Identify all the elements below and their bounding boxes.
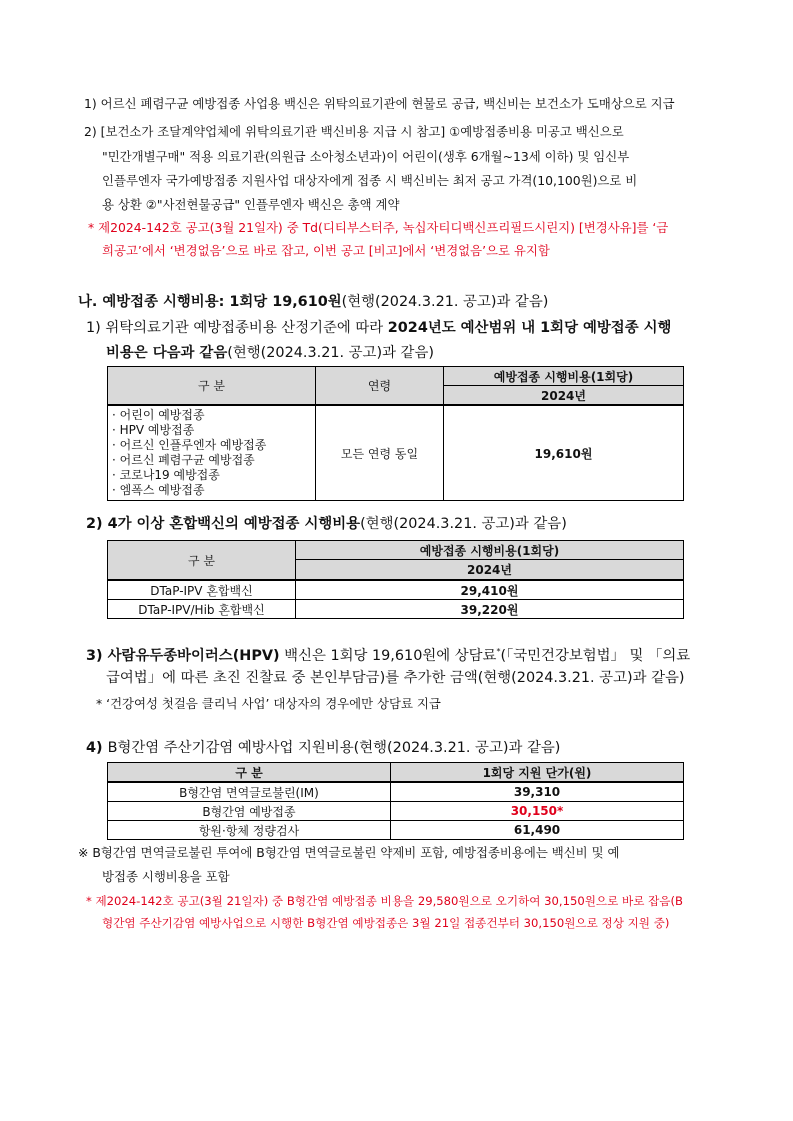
table-row [108, 821, 684, 840]
table4-row-value: 39,310 [391, 782, 684, 802]
hepatitis-b-cost-table [107, 762, 684, 840]
item-1-text-a: 1) 위탁의료기관 예방접종비용 산정기준에 따라 [86, 320, 388, 336]
list-item: · 어르신 폐렴구균 예방접종 [112, 453, 255, 467]
table4-row-name: B형간염 면역글로불린(IM) [108, 782, 391, 802]
combination-vaccine-table [107, 540, 684, 619]
table4-row-name: B형간염 예방접종 [108, 802, 391, 821]
table2-header-year: 2024년 [296, 560, 684, 580]
note-2-line-3: 인플루엔자 국가예방접종 지원사업 대상자에게 접종 시 백신비는 최저 공고 가격(10,100원)으로 비 [102, 173, 638, 188]
correction-note-hepb-line-2: 형간염 주산기감염 예방사업으로 시행한 B형간염 예방접종은 3월 21일 접종건부터 30,150원으로 정상 지원 중) [102, 916, 670, 930]
note-2-line-1: 2) [보건소가 조달계약업체에 위탁의료기관 백신비용 지급 시 참고] ①예방접종비용 미공고 백신으로 [84, 124, 624, 139]
list-item: · 코로나19 예방접종 [112, 468, 220, 482]
table1-header-age: 연령 [316, 367, 444, 406]
table2-header-category: 구 분 [108, 541, 296, 581]
table-row [108, 802, 684, 821]
list-item: · 엠폭스 예방접종 [112, 483, 205, 497]
table2-row-name: DTaP-IPV/Hib 혼합백신 [108, 600, 296, 619]
table2-row-value: 29,410원 [296, 580, 684, 600]
item-1-text-c: 비용은 다음과 같음 [106, 345, 228, 361]
table1-header-category: 구 분 [108, 367, 316, 406]
item-3-footnote: * ‘건강여성 첫걸음 클리닉 사업’ 대상자의 경우에만 상담료 지급 [96, 696, 441, 711]
item-1-line-1 [86, 320, 671, 336]
list-item: · 어르신 인플루엔자 예방접종 [112, 438, 267, 452]
table4-header-cost: 1회당 지원 단가(원) [391, 763, 684, 783]
table-row [108, 782, 684, 802]
table4-row-value: 61,490 [391, 821, 684, 840]
note-2-line-2: "민간개별구매" 적용 의료기관(의원급 소아청소년과)이 어린이(생후 6개월~13세 이하) 및 임신부 [102, 149, 630, 164]
item-3-text-b: 백신은 1회당 19,610원에 상담료 [279, 647, 497, 664]
note-1: 1) 어르신 폐렴구균 예방접종 사업용 백신은 위탁의료기관에 현물로 공급, 백신비는 보건소가 도매상으로 지급 [84, 96, 675, 111]
table2-row-name: DTaP-IPV 혼합백신 [108, 580, 296, 600]
table-row [108, 580, 684, 600]
item-1-line-2 [106, 345, 434, 361]
section-title-bold: 나. 예방접종 시행비용: 1회당 19,610원 [78, 294, 342, 310]
list-item: · HPV 예방접종 [112, 423, 195, 437]
footnote-hepb-line-2: 방접종 시행비용을 포함 [102, 869, 230, 884]
table2-header-cost: 예방접종 시행비용(1회당) [296, 541, 684, 560]
section-title [78, 294, 548, 310]
list-item: · 어린이 예방접종 [112, 408, 205, 422]
item-1-text-d: (현행(2024.3.21. 공고)과 같음) [227, 345, 434, 361]
table4-row-value: 30,150* [391, 802, 684, 821]
footnote-hepb-line-1: ※ B형간염 면역글로불린 투여에 B형간염 면역글로불린 약제비 포함, 예방접종비용에는 백신비 및 예 [78, 845, 620, 860]
item-3-title-bold: 3) 사람유두종바이러스(HPV) [86, 647, 280, 664]
item-3-line-1: 3) 사람유두종바이러스(HPV) 백신은 1회당 19,610원에 상담료*(「국민건강보험법」 및 「의료 [86, 647, 691, 664]
item-1-text-b: 2024년도 예산범위 내 1회당 예방접종 시행 [387, 320, 672, 336]
item-4-title-rest: B형간염 주산기감염 예방사업 지원비용(현행(2024.3.21. 공고)과 같음) [107, 740, 561, 756]
item-3-text-c: (「국민건강보험법」 및 「의료 [500, 647, 691, 664]
correction-note-td-line-2: 희공고’에서 ‘변경없음’으로 바로 잡고, 이번 공고 [비고]에서 ‘변경없음’으로 유지함 [102, 243, 550, 258]
item-4-title-bold: 4) [86, 740, 108, 756]
table4-header-category: 구 분 [108, 763, 391, 783]
note-2-line-4: 용 상환 ②"사전현물공급" 인플루엔자 백신은 총액 계약 [102, 197, 400, 212]
table1-header-year: 2024년 [444, 386, 684, 406]
table2-row-value: 39,220원 [296, 600, 684, 619]
table4-row-name: 항원·항체 정량검사 [108, 821, 391, 840]
section-title-rest: (현행(2024.3.21. 공고)과 같음) [341, 294, 549, 310]
table1-cost-value: 19,610원 [444, 405, 684, 501]
table-row [108, 600, 684, 619]
item-2-title-rest: (현행(2024.3.21. 공고)과 같음) [360, 516, 567, 532]
vaccination-cost-table [107, 366, 684, 501]
item-4-title [86, 740, 560, 756]
table1-category-list [108, 405, 316, 501]
correction-note-hepb-line-1: * 제2024-142호 공고(3월 21일자) 중 B형간염 예방접종 비용을 29,580원으로 오기하여 30,150원으로 바로 잡음(B [86, 894, 683, 908]
item-2-title [86, 516, 567, 532]
item-3-line-2: 급여법」에 따른 초진 진찰료 중 본인부담금)를 추가한 금액(현행(2024.3.21. 공고)과 같음) [106, 670, 685, 686]
table1-age-value: 모든 연령 동일 [316, 405, 444, 501]
item-2-title-bold: 2) 4가 이상 혼합백신의 예방접종 시행비용 [86, 516, 361, 532]
table1-header-cost: 예방접종 시행비용(1회당) [444, 367, 684, 386]
correction-note-td-line-1: * 제2024-142호 공고(3월 21일자) 중 Td(디티부스터주, 녹십자티디백신프리필드시린지) [변경사유]를 ‘금 [88, 220, 669, 235]
